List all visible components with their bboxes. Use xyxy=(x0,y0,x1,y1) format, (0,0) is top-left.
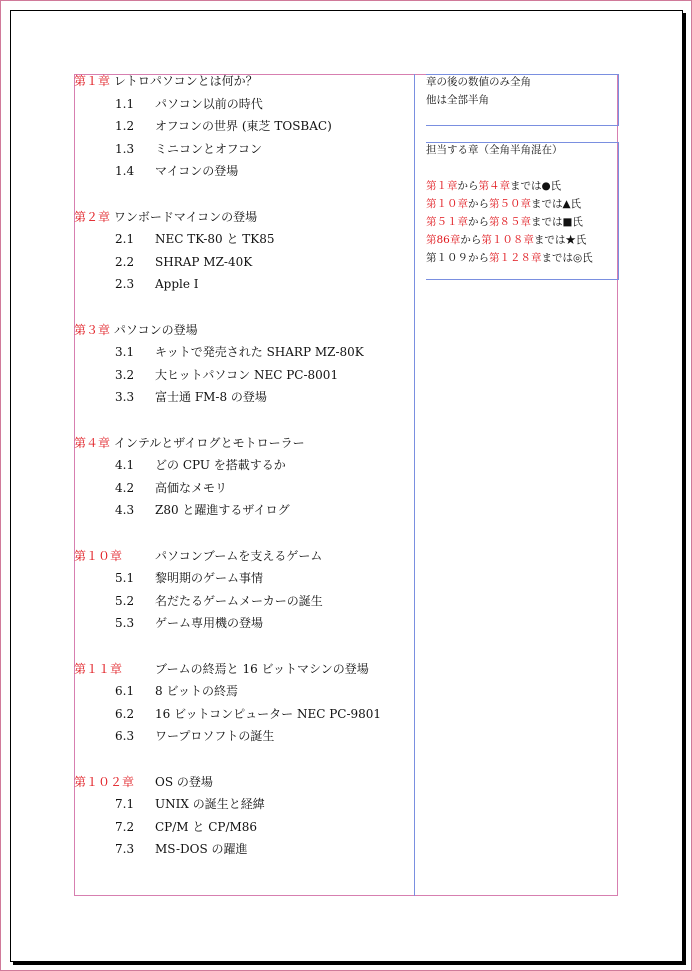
section-number: 4.1 xyxy=(115,458,135,473)
assignment-text: までは■氏 xyxy=(531,216,583,228)
section-title: 名だたるゲームメーカーの誕生 xyxy=(155,593,323,608)
chapter-number: 第３章 xyxy=(74,322,111,337)
note-box-assignments[interactable] xyxy=(426,142,619,280)
chapter-heading[interactable] xyxy=(74,548,414,564)
chapter-title: OS の登場 xyxy=(155,774,213,789)
assignment-text: までは◎氏 xyxy=(541,252,593,264)
section-title: 8 ビットの終焉 xyxy=(155,684,238,699)
section-title: Apple I xyxy=(155,277,199,292)
section-title: ミニコンとオフコン xyxy=(155,141,263,156)
note-line: 章の後の数値のみ全角 xyxy=(426,76,531,88)
chapter-title: パソコンの登場 xyxy=(113,322,198,337)
chapter-ref: 第５１章 xyxy=(426,216,468,228)
chapter-ref: 第１０章 xyxy=(426,198,468,210)
section-title: NEC TK-80 と TK85 xyxy=(155,232,275,247)
section-title: ワープロソフトの誕生 xyxy=(155,729,275,744)
section-number: 6.2 xyxy=(115,706,135,721)
chapter-heading[interactable] xyxy=(74,73,414,89)
section-number: 2.1 xyxy=(115,232,135,247)
section-title: SHRAP MZ-40K xyxy=(155,254,253,269)
section-number: 4.2 xyxy=(115,480,135,495)
assignment-text: までは★氏 xyxy=(533,234,587,246)
assignment-text: から xyxy=(468,198,489,210)
section-number: 1.2 xyxy=(115,119,135,134)
section-number: 7.1 xyxy=(115,797,135,812)
section-title: 大ヒットパソコン NEC PC-8001 xyxy=(155,367,339,382)
chapter-title: ワンボードマイコンの登場 xyxy=(113,209,258,224)
assignment-text: 第１０９から xyxy=(426,252,489,264)
column-divider xyxy=(414,74,415,896)
note-line: 他は全部半角 xyxy=(426,94,489,106)
section-number: 1.1 xyxy=(115,96,135,111)
assignment-line xyxy=(426,233,586,247)
chapter-ref: 第１２８章 xyxy=(489,252,542,264)
section-title: 黎明期のゲーム事情 xyxy=(155,571,264,586)
section-title: パソコン以前の時代 xyxy=(155,96,263,111)
section-title: CP/M と CP/M86 xyxy=(155,819,258,834)
chapter-number: 第１０章 xyxy=(74,548,123,563)
section-number: 2.2 xyxy=(115,254,135,269)
assignment-line xyxy=(426,179,561,193)
section-number: 6.3 xyxy=(115,729,135,744)
assignment-line xyxy=(426,251,593,265)
section-title: オフコンの世界 (東芝 TOSBAC) xyxy=(155,119,332,134)
section-title: 富士通 FM-8 の登場 xyxy=(155,390,267,405)
section-number: 3.2 xyxy=(115,367,135,382)
chapter-ref: 第４章 xyxy=(478,180,510,192)
chapter-heading[interactable] xyxy=(74,661,414,677)
section-title: MS-DOS の躍進 xyxy=(155,842,248,857)
chapter-number: 第１章 xyxy=(74,74,111,88)
assignment-line xyxy=(426,215,583,229)
section-number: 5.3 xyxy=(115,616,135,631)
chapter-title: パソコンブームを支えるゲーム xyxy=(155,548,323,563)
assignment-text: から xyxy=(468,216,489,228)
note-box-format[interactable] xyxy=(426,74,619,126)
section-title: 高価なメモリ xyxy=(155,480,228,495)
chapter-heading[interactable] xyxy=(74,435,414,451)
chapter-title: レトロパソコンとは何か？ xyxy=(113,74,258,88)
section-number: 7.3 xyxy=(115,842,135,857)
section-title: 16 ビットコンピューター NEC PC-9801 xyxy=(155,706,382,721)
section-title: Z80 と躍進するザイログ xyxy=(155,503,290,518)
assignment-text: から xyxy=(460,234,482,246)
chapter-title: ブームの終焉と 16 ビットマシンの登場 xyxy=(155,661,369,676)
section-number: 1.4 xyxy=(115,164,135,179)
section-number: 7.2 xyxy=(115,819,135,834)
chapter-number: 第１０２章 xyxy=(74,774,135,789)
chapter-heading[interactable] xyxy=(74,322,414,338)
section-title: マイコンの登場 xyxy=(155,164,239,179)
section-number: 6.1 xyxy=(115,684,135,699)
assignment-text: までは●氏 xyxy=(510,180,562,192)
note-title: 担当する章（全角半角混在） xyxy=(426,144,563,156)
chapter-number: 第２章 xyxy=(74,209,111,224)
section-number: 3.3 xyxy=(115,390,135,405)
section-number: 3.1 xyxy=(115,345,135,360)
assignment-text: から xyxy=(457,180,479,192)
section-number: 5.1 xyxy=(115,571,135,586)
chapter-ref: 第８５章 xyxy=(489,216,531,228)
chapter-title: インテルとザイログとモトローラー xyxy=(113,435,305,450)
chapter-number: 第４章 xyxy=(74,435,111,450)
section-title: どの CPU を搭載するか xyxy=(155,458,286,473)
chapter-heading[interactable] xyxy=(74,774,414,790)
chapter-ref: 第86章 xyxy=(426,234,461,246)
chapter-heading[interactable] xyxy=(74,209,414,225)
section-number: 2.3 xyxy=(115,277,135,292)
assignment-text: までは▲氏 xyxy=(531,198,582,210)
chapter-ref: 第１章 xyxy=(426,180,458,192)
chapter-number: 第１１章 xyxy=(74,661,123,676)
section-title: キットで発売された SHARP MZ-80K xyxy=(155,345,364,360)
section-title: UNIX の誕生と経緯 xyxy=(155,797,265,812)
chapter-ref: 第５０章 xyxy=(489,198,531,210)
section-number: 4.3 xyxy=(115,503,135,518)
section-number: 5.2 xyxy=(115,593,135,608)
section-title: ゲーム専用機の登場 xyxy=(155,616,264,631)
chapter-ref: 第１０８章 xyxy=(481,234,534,246)
assignment-line xyxy=(426,197,581,211)
section-number: 1.3 xyxy=(115,141,135,156)
